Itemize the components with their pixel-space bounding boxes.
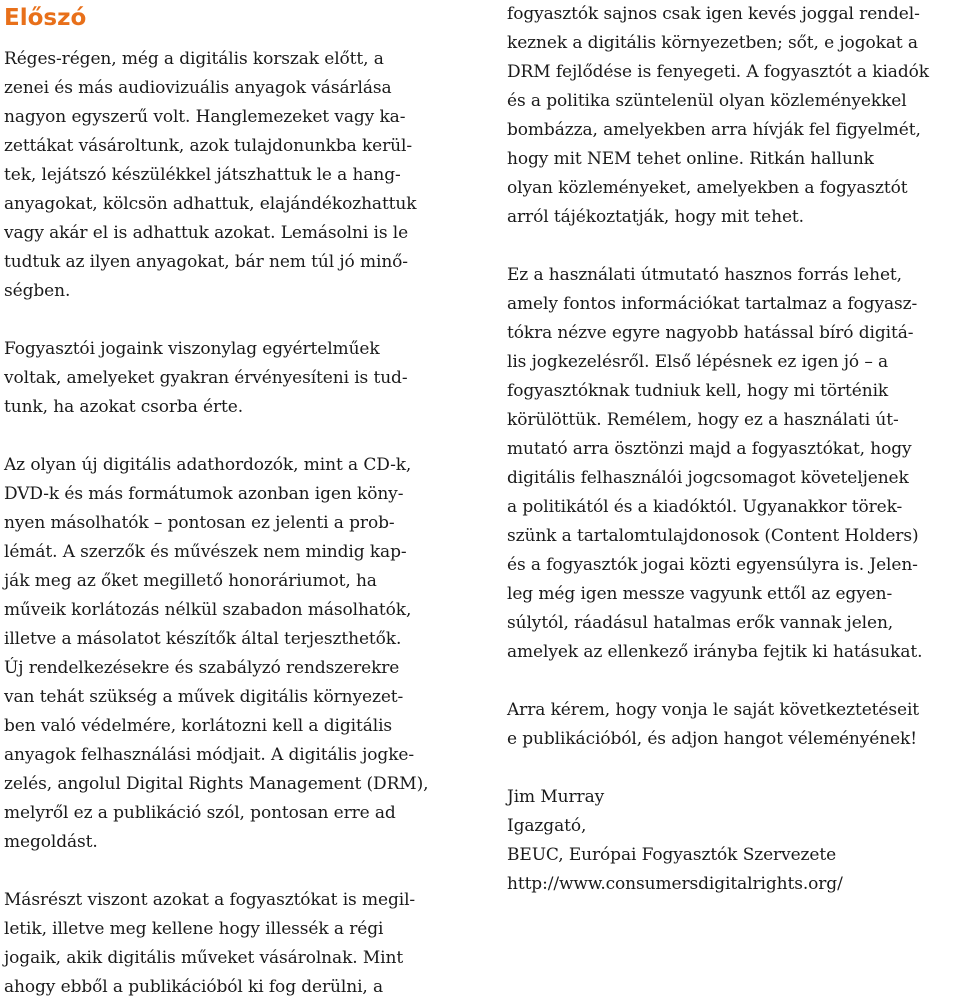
paragraph: Másrészt viszont azokat a fogyasztókat is megil- letik, illetve meg kellene hogy illessék a régi jogaik, akik digitális műveket vásárolnak. Mint ahogy ebből a publikációból ki fog derülni, a [4,890,416,997]
signature-role: Igazgató, [507,816,587,836]
paragraph: Réges-régen, még a digitális korszak előtt, a zenei és más audiovizuális anyagok vásárlása nagyon egyszerű volt. Hanglemezeket vagy ka- zettákat vásároltunk, azok tulajdonunkba kerül- tek, lejátszó készülékkel játszhattuk le a hang- anyagokat, kölcsön adhattuk, elajándékozhattuk vagy akár el is adhattuk azokat. Lemásolni is le tudtuk az ilyen anyagokat, bár nem túl jó minő- ségben. [4,49,417,301]
paragraph-gap [507,667,957,696]
paragraph-gap [507,754,957,783]
signature-block [507,783,957,899]
page-title: Előszó [4,5,87,31]
signature-url: http://www.consumersdigitalrights.org/ [507,874,843,894]
paragraph: Az olyan új digitális adathordozók, mint a CD-k, DVD-k és más formátumok azonban igen köny- nyen másolhatók – pontosan ez jelenti a prob- lémát. A szerzők és művészek nem mindig kap- ják meg az őket megillető honoráriumot, ha műveik korlátozás nélkül szabadon másolhatók, illetve a másolatot készítők által terjeszthetők. Új rendelkezésekre és szabályzó rendszerekre van tehát szükség a művek digitális környezet- ben való védelmére, korlátozni kell a digitális anyagok felhasználási módjait. A digitális jogke- zelés, angolul Digital Rights Management (DRM), melyről ez a publikáció szól, pontosan erre ad megoldást. [4,455,429,852]
paragraph-gap [4,857,459,886]
signature-org: BEUC, Európai Fogyasztók Szervezete [507,845,837,865]
left-column [4,0,459,1002]
paragraph-gap [4,306,459,335]
paragraph: fogyasztók sajnos csak igen kevés joggal rendel- keznek a digitális környezetben; sőt, e jogokat a DRM fejlődése is fenyegeti. A fogyasztót a kiadók és a politika szüntelenül olyan közleményekkel bombázza, amelyekben arra hívják fel figyelmét, hogy mit NEM tehet online. Ritkán hallunk olyan közleményeket, amelyekben a fogyasztót arról tájékoztatják, hogy mit tehet. [507,4,929,227]
signature-name: Jim Murray [507,787,605,807]
paragraph: Arra kérem, hogy vonja le saját következtetéseit e publikációból, és adjon hangot véleményének! [507,700,920,749]
paragraph: Ez a használati útmutató hasznos forrás lehet, amely fontos információkat tartalmaz a fogyasz- tókra nézve egyre nagyobb hatással bíró digitá- lis jogkezelésről. Első lépésnek ez igen jó – a fogyasztóknak tudniuk kell, hogy mi történik körülöttük. Remélem, hogy ez a használati út- mutató arra ösztönzi majd a fogyasztókat, hogy digitális felhasználói jogcsomagot követeljenek a politikától és a kiadóktól. Ugyanakkor törek- szünk a tartalomtulajdonosok (Content Holders) és a fogyasztók jogai közti egyensúlyra is. Jelen- leg még igen messze vagyunk ettől az egyen- súlytól, ráadásul hatalmas erők vannak jelen, amelyek az ellenkező irányba fejtik ki hatásukat. [507,265,923,662]
paragraph-gap [507,232,957,261]
right-column [507,0,957,899]
paragraph-gap [4,422,459,451]
paragraph: Fogyasztói jogaink viszonylag egyértelműek voltak, amelyeket gyakran érvényesíteni is tud- tunk, ha azokat csorba érte. [4,339,408,417]
